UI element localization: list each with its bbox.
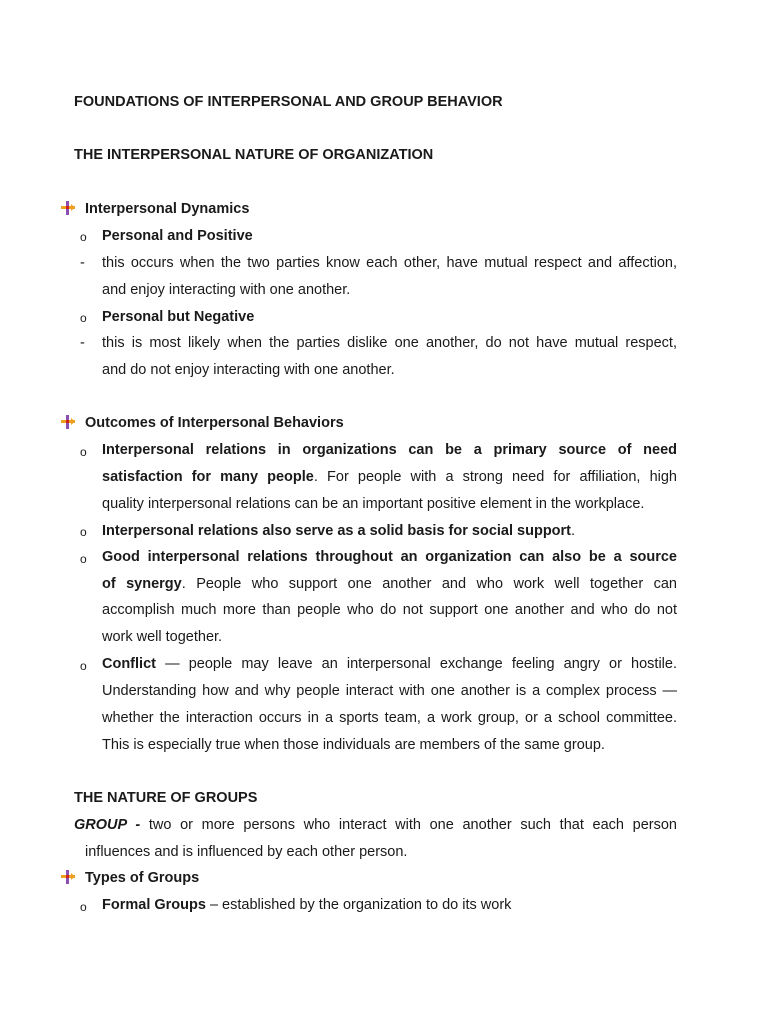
- list-marker: o: [80, 311, 87, 325]
- arrow-bullet-icon: [60, 414, 76, 430]
- personal-negative-text-line2: and do not enjoy interacting with one another.: [102, 362, 395, 378]
- types-of-groups-label: Types of Groups: [85, 870, 200, 886]
- list-marker: o: [80, 230, 87, 244]
- section-heading-interpersonal-nature: THE INTERPERSONAL NATURE OF ORGANIZATION: [74, 147, 434, 163]
- dash-marker: -: [80, 255, 85, 271]
- personal-positive-label: Personal and Positive: [102, 228, 253, 244]
- outcome-item2-bold: Interpersonal relations also serve as a solid basis for social support: [102, 523, 571, 539]
- dash-marker: -: [80, 335, 85, 351]
- formal-groups-rest: – established by the organization to do its work: [205, 897, 512, 913]
- group-term: GROUP -: [74, 817, 141, 833]
- list-marker: o: [80, 445, 87, 459]
- outcome-item3-line1: Good interpersonal relations throughout an organization can also be a source: [102, 549, 677, 565]
- personal-positive-text-line2: and enjoy interacting with one another.: [102, 282, 351, 298]
- formal-groups-item: [102, 896, 511, 914]
- outcome-item4-line4: This is especially true when those individuals are members of the same group.: [102, 737, 605, 753]
- outcome-item1-rest: . For people with a strong need for affiliation, high: [313, 469, 677, 485]
- outcome-item4-line3: whether the interaction occurs in a sports team, a work group, or a school committee.: [102, 710, 677, 726]
- outcome-item1-line2: [102, 468, 677, 486]
- outcome-item3-line2: [102, 575, 677, 593]
- outcome-item4-rest: — people may leave an interpersonal exchange feeling angry or hostile.: [155, 656, 677, 672]
- formal-groups-bold: Formal Groups: [102, 897, 206, 913]
- document-title: FOUNDATIONS OF INTERPERSONAL AND GROUP BEHAVIOR: [74, 94, 503, 110]
- personal-positive-text-line1: this occurs when the two parties know each other, have mutual respect and affection,: [102, 255, 677, 271]
- arrow-bullet-icon: [60, 869, 76, 885]
- outcome-item3-bold: of synergy: [102, 576, 182, 592]
- outcome-item3-line3: accomplish much more than people who do not support one another and who do not: [102, 602, 677, 618]
- outcome-item3-rest: . People who support one another and who work well together can: [181, 576, 677, 592]
- list-marker: o: [80, 552, 87, 566]
- arrow-bullet-icon: [60, 200, 76, 216]
- outcome-item1-line3: quality interpersonal relations can be an important positive element in the workplace.: [102, 496, 645, 512]
- outcome-item2-rest: .: [571, 523, 576, 539]
- group-definition-line2: influences and is influenced by each other person.: [85, 844, 408, 860]
- outcome-item2: [102, 522, 575, 540]
- outcome-item4-bold: Conflict: [102, 656, 156, 672]
- outcome-item1-line1: Interpersonal relations in organizations can be a primary source of need: [102, 442, 677, 458]
- outcome-item1-bold: satisfaction for many people: [102, 469, 314, 485]
- section-heading-nature-of-groups: THE NATURE OF GROUPS: [74, 790, 258, 806]
- outcome-item4-line2: Understanding how and why people interact with one another is a complex process —: [102, 683, 677, 699]
- personal-negative-label: Personal but Negative: [102, 309, 255, 325]
- interpersonal-dynamics-label: Interpersonal Dynamics: [85, 201, 250, 217]
- outcome-item4-line1: [102, 655, 677, 673]
- list-marker: o: [80, 900, 87, 914]
- outcomes-label: Outcomes of Interpersonal Behaviors: [85, 415, 344, 431]
- outcome-item3-line4: work well together.: [102, 629, 223, 645]
- list-marker: o: [80, 525, 87, 539]
- list-marker: o: [80, 659, 87, 673]
- group-definition-rest: two or more persons who interact with one another such that each person: [140, 817, 677, 833]
- group-definition-line1: [74, 816, 677, 834]
- personal-negative-text-line1: this is most likely when the parties dislike one another, do not have mutual respect,: [102, 335, 677, 351]
